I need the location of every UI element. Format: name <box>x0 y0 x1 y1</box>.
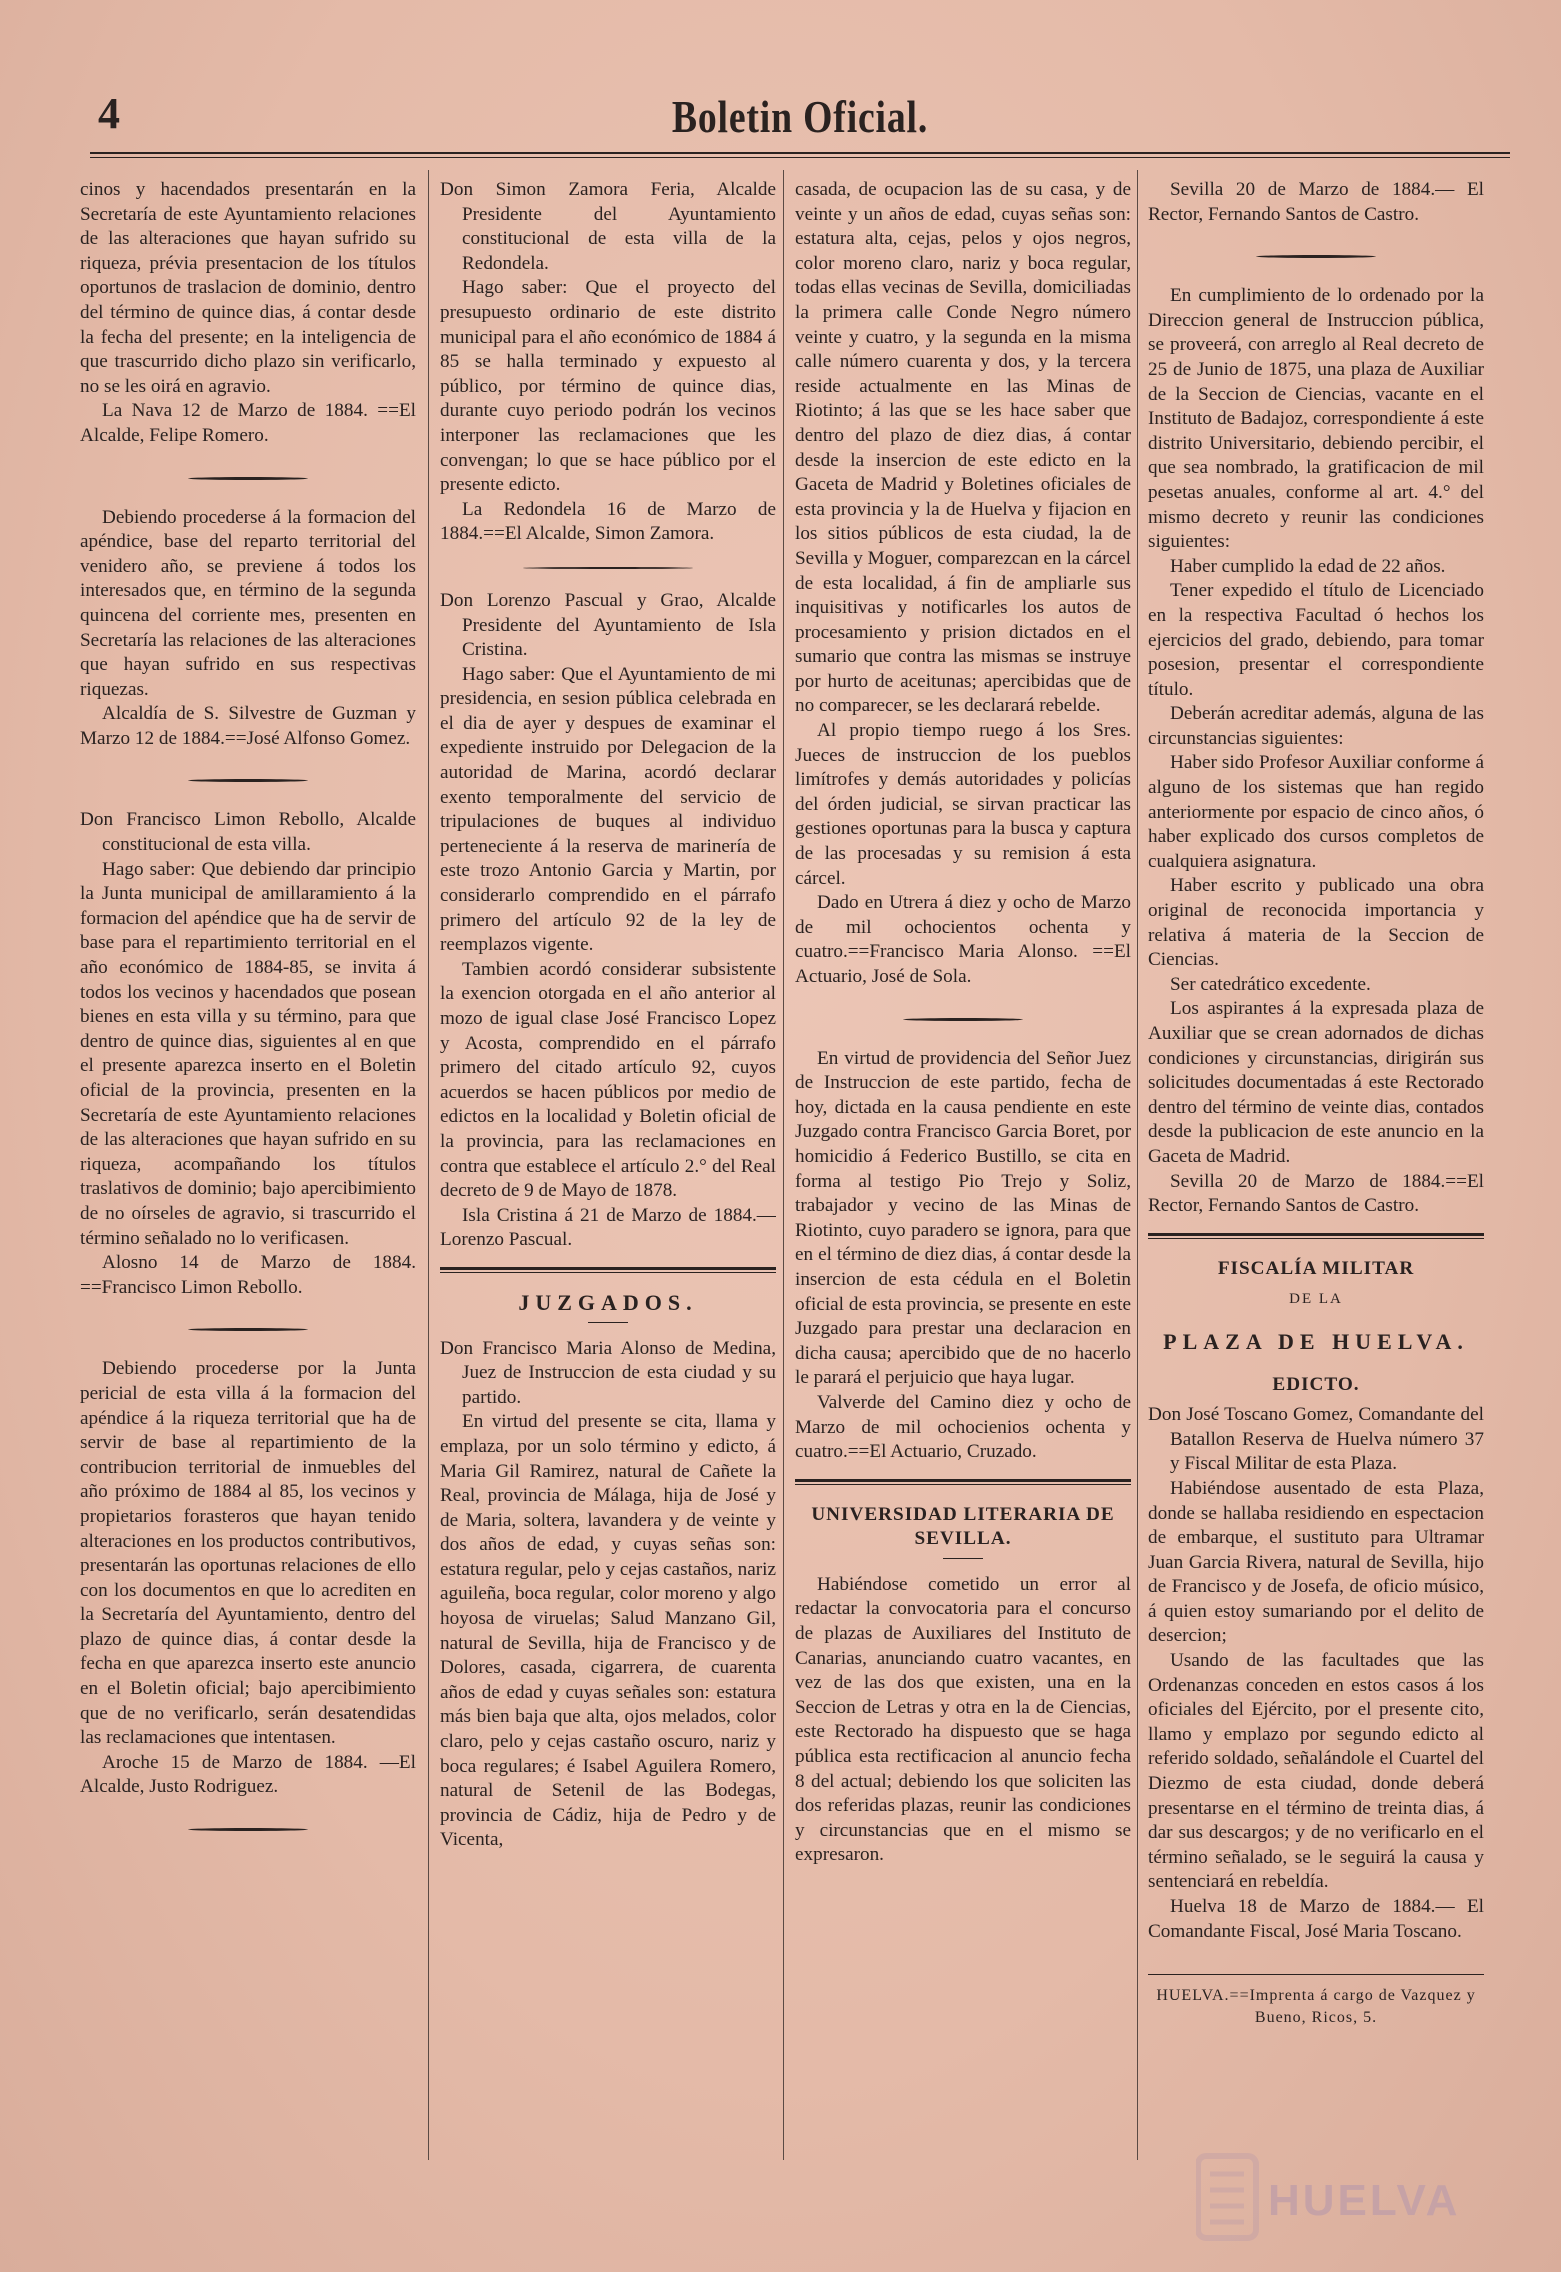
notice-heading: Don Francisco Limon Rebollo, Alcalde constitucional de esta villa. <box>80 809 416 856</box>
notice-heading: Don Lorenzo Pascual y Grao, Alcalde Presidente del Ayuntamiento de Isla Cristina. <box>440 589 776 661</box>
column-3 <box>795 178 1131 2198</box>
paragraph: Tambien acordó considerar subsistente la exencion otorgada en el año anterior al mozo de igual clase José Francisco Lopez y Acosta, comprendido en el párrafo primero del citado artículo 92, cuyos acuerdos se hacen públicos por medio de edictos en la localidad y Boletin oficial de la provincia, para las reclamaciones en contra que establece el artículo 2.° del Real decreto de 9 de Mayo de 1878. <box>440 958 776 1202</box>
paragraph: casada, de ocupacion las de su casa, y de veinte y un años de edad, cuyas señas son: estatura alta, cejas, pelos y ojos negros, color moreno claro, nariz y boca regular, todas ellas vecinas de Sevilla, domiciliadas la primera calle Conde Negro número veinte y cuatro, y la segunda en la misma calle número cuarenta y dos, y la tercera reside actualmente en las Minas de Riotinto; á las que se les hace saber que dentro del plazo de diez dias, á contar desde la insercion de este edicto en la Gaceta de Madrid y Boletines oficiales de esta provincia y la de Huelva y fijacion en los sitios públicos de esta ciudad, la de Sevilla y Moguer, comparezcan en la cárcel de esta localidad, á fin de ampliarle sus inquisitivas y notificarles los autos de procesamiento y prision dictados en el sumario que contra las mismas se instruye por hurto de aceitunas; apercibidas que de no comparecer, se les declarará rebelde. <box>795 179 1131 717</box>
signature: Sevilla 20 de Marzo de 1884.==El Rector, Fernando Santos de Castro. <box>1148 1170 1484 1217</box>
paragraph: Haber escrito y publicado una obra original de reconocida importancia y relativa á materia de la Seccion de Ciencias. <box>1148 875 1484 971</box>
paragraph: Deberán acreditar además, alguna de las circunstancias siguientes: <box>1148 703 1484 749</box>
separator <box>188 779 308 782</box>
column-1 <box>80 178 416 2198</box>
paragraph: Tener expedido el título de Licenciado en la respectiva Facultad ó hechos los ejercicios del grado, debiendo, para tomar posesion, presentar el correspondiente título. <box>1148 580 1484 700</box>
signature: Huelva 18 de Marzo de 1884.— El Comandante Fiscal, José Maria Toscano. <box>1148 1896 1484 1942</box>
section-heading-fiscalia: FISCALÍA MILITAR <box>1217 1257 1415 1279</box>
page-number: 4 <box>98 89 120 138</box>
column-4 <box>1148 178 1484 2198</box>
signature: Alcaldía de S. Silvestre de Guzman y Marzo 12 de 1884.==José Alfonso Gomez. <box>80 703 416 749</box>
column-2 <box>440 178 776 2198</box>
separator <box>188 1328 308 1331</box>
paragraph: Haber cumplido la edad de 22 años. <box>1170 555 1446 577</box>
separator <box>523 567 693 569</box>
paragraph: Hago saber: Que debiendo dar principio la Junta municipal de amillaramiento á la formacion del apéndice que ha de servir de base para el repartimiento territorial en el año económico de 1884-85, se invita á todos los vecinos y hacendados que posean bienes en esta villa y su término, para que dentro de quince dias, siguientes al en que el presente aparezca inserto en el Boletin oficial de la provincia, presenten en la Secretaría de este Ayuntamiento relaciones de las alteraciones que hayan sufrido en su riqueza, acompañando los títulos traslativos de dominio; bajo apercibimiento de no oírseles de agravio, si trascurrido el término señalado no lo verificasen. <box>80 858 416 1249</box>
column-divider <box>428 170 429 2160</box>
paragraph: En virtud de providencia del Señor Juez de Instruccion de este partido, fecha de hoy, dictada en la causa pendiente en este Juzgado contra Francisco Garcia Boret, por homicidio á Federico Bustillo, se cita en forma al testigo Pio Trejo y Soliz, trabajador y vecino de las Minas de Riotinto, cuyo paradero se ignora, para que en el término de diez dias, á contar desde la insercion de esta cédula en el Boletin oficial de esta provincia, se presente en este Juzgado para prestar una declaracion en dicha causa; apercibido que de no hacerlo le parará el perjuicio que haya lugar. <box>795 1047 1131 1389</box>
section-rule <box>795 1479 1131 1482</box>
paragraph: Habiéndose ausentado de esta Plaza, donde se hallaba residiendo en espectacion de embarque, el sustituto para Ultramar Juan Garcia Rivera, natural de Sevilla, hijo de Francisco y de Josefa, de oficio músico, á quien estoy sumariando por el delito de desercion; <box>1148 1477 1484 1647</box>
printer-imprint: HUELVA.==Imprenta á cargo de Vazquez y Bueno, Ricos, 5. <box>1148 1974 1484 2029</box>
signature: La Nava 12 de Marzo de 1884. ==El Alcalde, Felipe Romero. <box>80 400 416 446</box>
section-rule <box>440 1267 776 1270</box>
signature: Isla Cristina á 21 de Marzo de 1884.—Lorenzo Pascual. <box>440 1204 776 1251</box>
column-divider <box>783 170 784 2160</box>
separator <box>1256 255 1376 258</box>
separator <box>188 477 308 480</box>
signature: La Redondela 16 de Marzo de 1884.==El Alcalde, Simon Zamora. <box>440 498 776 545</box>
paragraph: Haber sido Profesor Auxiliar conforme á alguno de los sistemas que han regido anteriormente por espacio de cinco años, ó haber explicado dos cursos completos de cualquiera asignatura. <box>1148 752 1484 872</box>
paragraph: Al propio tiempo ruego á los Sres. Jueces de instruccion de los pueblos limítrofes y demás autoridades y policías del órden judicial, se sirvan practicar las gestiones oportunas para la busca y captura de las procesadas y su remision á esta cárcel. <box>795 720 1131 889</box>
signature: Aroche 15 de Marzo de 1884. —El Alcalde, Justo Rodriguez. <box>80 1751 416 1798</box>
paragraph: Habiéndose cometido un error al redactar la convocatoria para el concurso de plazas de Auxiliares del Instituto de Canarias, anunciando cuatro vacantes, en vez de las dos que existen, una en la Seccion de Letras y otra en la de Ciencias, este Rectorado ha dispuesto que se haga pública esta rectificacion al anuncio fecha 8 del actual; debiendo los que soliciten las dos referidas plazas, reunir las condiciones y circunstancias que en el mismo se expresaron. <box>795 1573 1131 1866</box>
notice-heading: Don Francisco Maria Alonso de Medina, Juez de Instruccion de esta ciudad y su partido. <box>440 1337 776 1408</box>
paragraph: Debiendo procederse á la formacion del apéndice, base del reparto territorial del venidero año, se previene á todos los interesados que, en término de la segunda quincena del corriente mes, presenten en Secretaría las relaciones de las alteraciones que hayan sufrido en sus respectivas riquezas. <box>80 506 416 700</box>
signature: Dado en Utrera á diez y ocho de Marzo de mil ochocientos ochenta y cuatro.==Francisco Maria Alonso. ==El Actuario, José de Sola. <box>795 892 1131 987</box>
signature: Valverde del Camino diez y ocho de Marzo de mil ochocienios ochenta y cuatro.==El Actuario, Cruzado. <box>795 1391 1131 1463</box>
header-rule <box>90 152 1510 154</box>
separator <box>903 1018 1023 1021</box>
ornament-rule <box>588 1322 628 1323</box>
signature: Sevilla 20 de Marzo de 1884.— El Rector, Fernando Santos de Castro. <box>1148 179 1484 225</box>
section-heading-edicto: EDICTO. <box>1272 1373 1360 1395</box>
paragraph: cinos y hacendados presentarán en la Secretaría de este Ayuntamiento relaciones de las alteraciones que hayan sufrido su riqueza, prévia presentacion de los títulos oportunos de traslacion de dominio, dentro del término de quince dias, á contar desde la fecha del presente; en la inteligencia de que trascurrido dicho plazo sin verificarlo, no se les oirá en agravio. <box>80 179 416 397</box>
section-rule <box>1148 1233 1484 1236</box>
section-rule-thin <box>440 1272 776 1273</box>
signature: Alosno 14 de Marzo de 1884. ==Francisco Limon Rebollo. <box>80 1252 416 1298</box>
section-heading-juzgados: JUZGADOS. <box>518 1289 698 1315</box>
paragraph: Los aspirantes á la expresada plaza de Auxiliar que se crean adornados de dichas condiciones y circunstancias, dirigirán sus solicitudes documentadas á este Rectorado dentro del término de veinte dias, contados desde la publicacion de este anuncio en la Gaceta de Madrid. <box>1148 998 1484 1167</box>
section-subheading: DE LA <box>1289 1291 1343 1308</box>
page-header <box>90 88 1510 148</box>
paragraph: Ser catedrático excedente. <box>1170 973 1371 995</box>
watermark-text: HUELVA <box>1268 2176 1461 2225</box>
paragraph: En cumplimiento de lo ordenado por la Direccion general de Instruccion pública, se proveerá, con arreglo al Real decreto de 25 de Junio de 1875, una plaza de Auxiliar de la Seccion de Ciencias, vacante en el Instituto de Badajoz, correspondiente á este distrito Universitario, debiendo percibir, el que sea nombrado, la gratificacion de mil pesetas anuales, conforme al art. 4.° del mismo decreto y reunir las condiciones siguientes: <box>1148 285 1484 553</box>
section-heading-universidad: UNIVERSIDAD LITERARIA DE SEVILLA. <box>811 1503 1115 1550</box>
paragraph: En virtud del presente se cita, llama y emplaza, por un solo término y edicto, á Maria Gil Ramirez, natural de Cañete la Real, provincia de Málaga, hija de José y de Maria, soltera, lavandera y de veinte y dos años de edad, y cuyas señas son: estatura regular, pelo y cejas castaños, nariz aguileña, boca regular, color moreno y algo hoyosa de viruelas; Salud Manzano Gil, natural de Sevilla, hija de Francisco y de Dolores, casada, cigarrera, de cuarenta años de edad y cuyas señales son: estatura más bien baja que alta, ojos melados, color claro, pelo y cejas castaño oscuro, nariz y boca regulares; é Isabel Aguilera Romero, natural de Setenil de las Bodegas, provincia de Cádiz, hija de Pedro y de Vicenta, <box>440 1411 776 1851</box>
header-rule-thin <box>90 157 1510 158</box>
separator <box>188 1828 308 1831</box>
paragraph: Debiendo procederse por la Junta pericial de esta villa á la formacion del apéndice á la riqueza territorial que ha de servir de base al repartimiento de la contribucion territorial de inmuebles del año próximo de 1884 al 85, los vecinos y propietarios forasteros que hayan tenido alteraciones en los productos contributivos, presentarán las oportunas relaciones de ello con los documentos en que lo acrediten en la Secretaría del Ayuntamiento, dentro del plazo de quince dias, á contar desde la fecha en que aparezca inserto este anuncio en el Boletin oficial; bajo apercibimiento que de no verificarlo, serán desatendidas las reclamaciones que intentasen. <box>80 1358 416 1749</box>
section-rule-thin <box>795 1484 1131 1485</box>
paragraph: Hago saber: Que el Ayuntamiento de mi presidencia, en sesion pública celebrada en el dia de ayer y despues de examinar el expediente instruido por Delegacion de la autoridad de Marina, acordó declarar exento temporalmente del servicio de tripulaciones de buques al individuo perteneciente á la reserva de marinería de este trozo Antonio Garcia y Martin, por considerarlo comprendido en el párrafo primero del artículo 92 de la ley de reemplazos vigente. <box>440 663 776 956</box>
notice-heading: Don José Toscano Gomez, Comandante del Batallon Reserva de Huelva número 37 y Fiscal Militar de esta Plaza. <box>1148 1404 1484 1475</box>
section-rule-thin <box>1148 1238 1484 1239</box>
ornament-rule <box>943 1558 983 1559</box>
notice-heading: Don Simon Zamora Feria, Alcalde Presidente del Ayuntamiento constitucional de esta villa de la Redondela. <box>440 179 776 274</box>
paragraph: Usando de las facultades que las Ordenanzas conceden en estos casos á los oficiales del Ejército, por el presente cito, llamo y emplazo por segundo edicto al referido soldado, señalándole el Cuartel del Diezmo de esta ciudad, donde deberá presentarse en el término de treinta dias, á dar sus descargos; y de no verificarlo en el término señalado, se le seguirá la causa y sentenciará en rebeldía. <box>1148 1650 1484 1893</box>
page-title: Boletin Oficial. <box>671 91 929 142</box>
column-divider <box>1137 170 1138 2160</box>
section-heading-plaza: PLAZA DE HUELVA. <box>1163 1328 1469 1354</box>
paragraph: Hago saber: Que el proyecto del presupuesto ordinario de este distrito municipal para el año económico de 1884 á 85 se halla terminado y expuesto al público, por término de quince dias, durante cuyo periodo podrán los vecinos interponer las reclamaciones que les convengan; lo que se hace público por el presente edicto. <box>440 277 776 496</box>
